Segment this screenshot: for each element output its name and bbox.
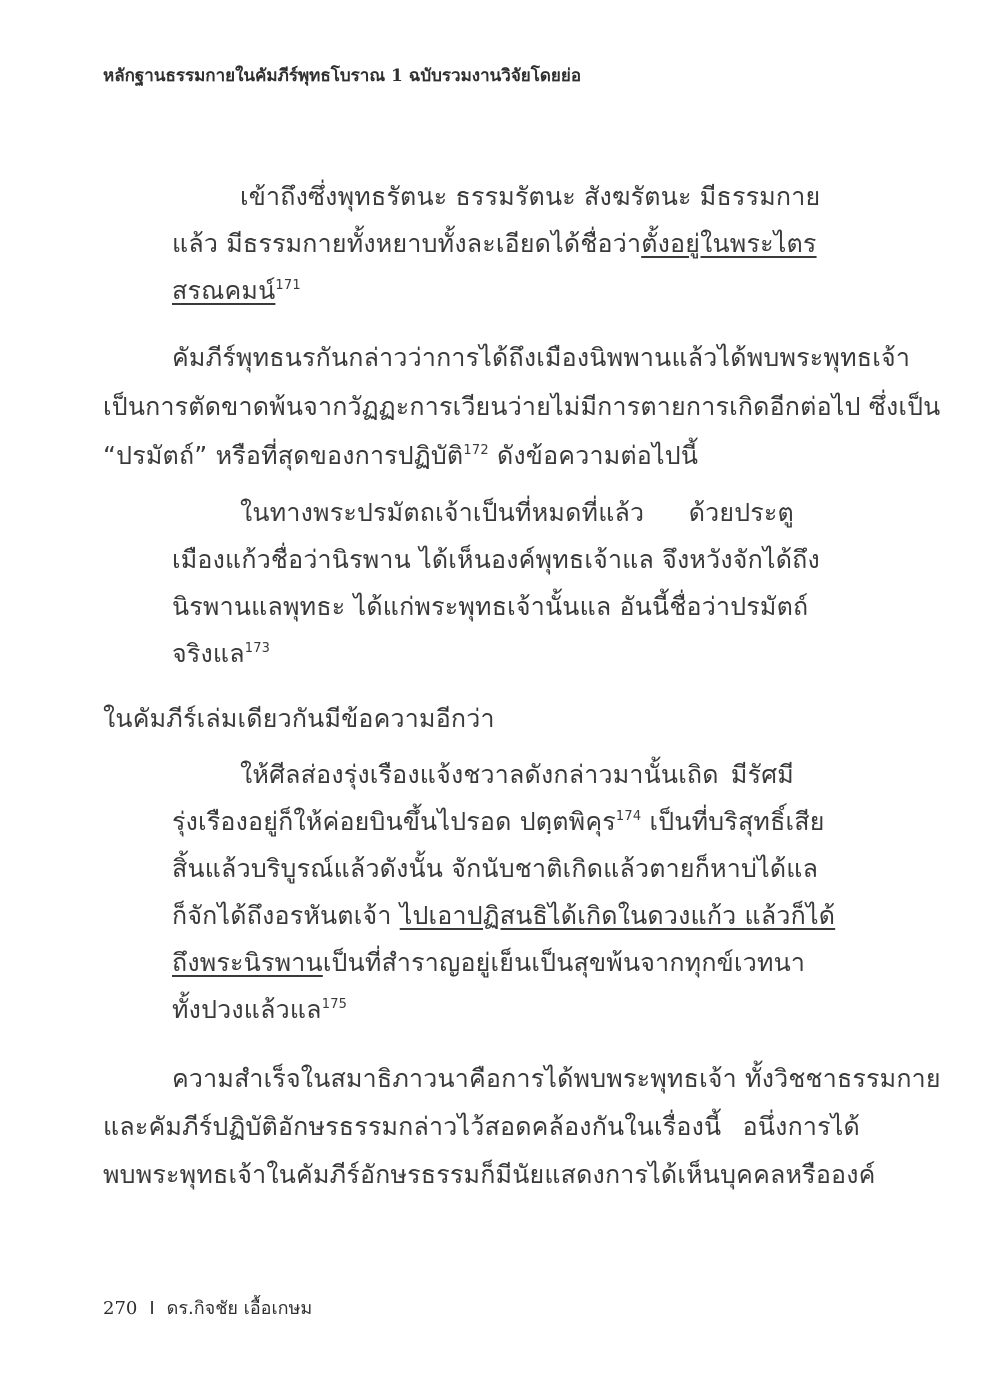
body-text: “ปรมัตถ์” หรือที่สุดของการปฏิบัติ: [103, 441, 464, 470]
quote-text: ก็จักได้ถึงอรหันตเจ้า: [172, 901, 400, 930]
body-line: คัมภีร์พุทธนรกันกล่าวว่าการได้ถึงเมืองนิพพานแล้วได้พบพระพุทธเจ้า: [172, 343, 911, 372]
body-line: เป็นการตัดขาดพ้นจากวัฏฏะการเวียนว่ายไม่มีการตายการเกิดอีกต่อไป ซึ่งเป็น: [103, 392, 941, 421]
quote-line: นิรพานแลพุทธะ ได้แก่พระพุทธเจ้านั้นแล อันนี้ชื่อว่าปรมัตถ์: [172, 592, 809, 621]
quote-line: [172, 805, 825, 839]
quote-line: ให้ศีลส่องรุ่งเรืองแจ้งชวาลดังกล่าวมานั้นเถิด มีรัศมี: [240, 760, 794, 789]
quote-line: [172, 946, 806, 980]
page-footer: [103, 1293, 312, 1322]
quote-line: ในทางพระปรมัตถเจ้าเป็นที่หมดที่แล้ว ด้วยประตู: [240, 498, 794, 527]
body-line: [103, 439, 860, 473]
body-text: ดังข้อความต่อไปนี้: [488, 441, 699, 470]
body-line: พบพระพุทธเจ้าในคัมภีร์อักษรธรรมก็มีนัยแสดงการได้เห็นบุคคลหรือองค์: [103, 1160, 876, 1189]
underlined-text: ถึงพระนิรพาน: [172, 948, 323, 977]
quote-text: เป็นที่บริสุทธิ์เสีย: [641, 807, 825, 836]
quote-line: [172, 227, 817, 261]
quote-text: เป็นที่สำราญอยู่เย็นเป็นสุขพ้นจากทุกข์เวทนา: [322, 948, 806, 977]
page-number: 270: [103, 1298, 138, 1319]
quote-text: แล้ว มีธรรมกายทั้งหยาบทั้งละเอียดได้ชื่อว่า: [172, 229, 642, 258]
quote-line: เมืองแก้วชื่อว่านิรพาน ได้เห็นองค์พุทธเจ้าแล จึงหวังจักได้ถึง: [172, 545, 820, 574]
quote-text: รุ่งเรืองอยู่ก็ให้ค่อยบินขึ้นไปรอด ปตฺตพิคุร: [172, 807, 616, 836]
underlined-text: สรณคมน์: [172, 276, 276, 305]
quote-line: [172, 899, 836, 933]
footnote-ref: 172: [463, 443, 489, 458]
quote-line: [172, 274, 794, 308]
body-line: และคัมภีร์ปฏิบัติอักษรธรรมกล่าวไว้สอดคล้องกันในเรื่องนี้ อนึ่งการได้: [103, 1112, 860, 1141]
body-line: ความสำเร็จในสมาธิภาวนาคือการได้พบพระพุทธเจ้า ทั้งวิชชาธรรมกาย: [172, 1064, 941, 1093]
footnote-ref: 175: [321, 997, 348, 1012]
running-header: หลักฐานธรรมกายในคัมภีร์พุทธโบราณ 1 ฉบับรวมงานวิจัยโดยย่อ: [103, 66, 582, 86]
author-name: ดร.กิจชัย เอื้อเกษม: [166, 1298, 313, 1319]
footnote-ref: 171: [275, 278, 301, 293]
quote-text: จริงแล: [172, 639, 245, 668]
quote-line: [172, 993, 794, 1027]
quote-text: ทั้งปวงแล้วแล: [172, 995, 322, 1024]
footer-separator: I: [149, 1298, 155, 1319]
footnote-ref: 174: [615, 809, 642, 824]
quote-line: [172, 637, 794, 671]
quote-line: เข้าถึงซึ่งพุทธรัตนะ ธรรมรัตนะ สังฆรัตนะ มีธรรมกาย: [240, 182, 821, 211]
underlined-text: ไปเอาปฏิสนธิได้เกิดในดวงแก้ว แล้วก็ได้: [399, 901, 836, 930]
quote-line: สิ้นแล้วบริบูรณ์แล้วดังนั้น จักนับชาติเกิดแล้วตายก็หาบ่ได้แล: [172, 854, 819, 883]
underlined-text: ตั้งอยู่ในพระไตร: [641, 229, 817, 258]
footnote-ref: 173: [244, 641, 271, 656]
body-paragraph-2: ในคัมภีร์เล่มเดียวกันมีข้อความอีกว่า: [103, 704, 495, 733]
